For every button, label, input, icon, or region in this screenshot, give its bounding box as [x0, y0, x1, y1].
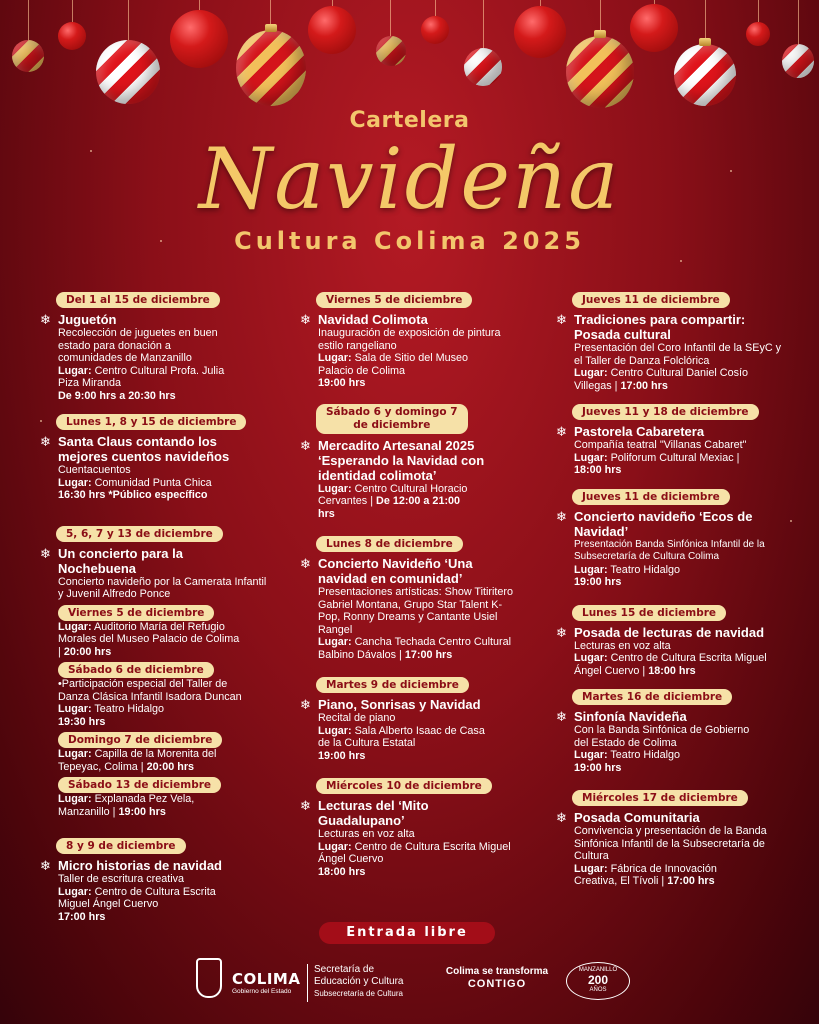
event-place: Centro Cultural Horacio Cervantes |	[318, 482, 468, 507]
event-time: 19:00 hrs	[574, 761, 622, 774]
event-santa-claus	[40, 412, 280, 502]
header-subtitle: Cultura Colima 2025	[234, 227, 585, 255]
event-time: De 12:00 a 21:00 hrs	[318, 495, 461, 520]
event-place: Teatro Hidalgo	[94, 703, 165, 715]
event-date: Viernes 5 de diciembre	[316, 292, 472, 308]
event-description: Concierto navideño por la Camerata Infantil y Juvenil Alfredo Ponce	[58, 575, 267, 600]
event-time: 20:00 hrs	[63, 645, 112, 658]
event-date: Miércoles 17 de diciembre	[572, 790, 748, 806]
event-time: 18:00 hrs	[648, 664, 696, 677]
ornament-icon	[376, 36, 406, 66]
event-title: Posada de lecturas de navidad	[574, 624, 765, 640]
event-mercadito	[300, 404, 540, 521]
event-title: Posada Comunitaria	[574, 810, 700, 825]
event-date: Jueves 11 y 18 de diciembre	[572, 404, 759, 420]
event-concierto-navideno: Lunes 8 de diciembre ❄ Concierto Navideño ‘Una navidad en comunidad’ Presentaciones artísticas: Show Titiritero Gabriel Montana, Grupo Star Talent K-Pop, Ronny Dreams y Cantante Usiel Rangel Lugar: Cancha Techada Centro Cultural Balbino Dávalos | 17:00 hrs	[300, 534, 540, 661]
event-title: Concierto Navideño ‘Una navidad en comunidad’	[318, 556, 473, 586]
place-label: Lugar:	[574, 862, 608, 875]
event-note: •Participación especial del Taller de Danza Clásica Infantil Isadora Duncan	[58, 678, 242, 703]
event-mito-guadalupano	[300, 776, 540, 878]
event-place: Centro de Cultura Escrita Miguel Ángel Cuervo	[318, 840, 511, 865]
snowflake-icon: ❄	[300, 312, 311, 327]
event-title: Tradiciones para compartir: Posada cultural	[574, 312, 746, 342]
ornament-icon	[308, 6, 356, 54]
sub-date: Domingo 7 de diciembre	[58, 732, 222, 748]
event-title: Lecturas del ‘Mito Guadalupano’	[318, 798, 429, 828]
event-place: Centro Cultural Profa. Julia Piza Miranda	[58, 364, 225, 389]
event-time: 17:00 hrs	[404, 648, 453, 661]
event-description: Con la Banda Sinfónica de Gobierno del Estado de Colima	[574, 724, 750, 749]
event-description: Convivencia y presentación de la Banda Sinfónica Infantil de la Subsecretaría de Cultura	[574, 825, 767, 862]
place-label: Lugar:	[58, 620, 92, 633]
event-title: Mercadito Artesanal 2025 ‘Esperando la Navidad con identidad colimota’	[318, 437, 485, 483]
event-date: Sábado 6 y domingo 7 de diciembre	[316, 404, 468, 434]
place-label: Lugar:	[58, 885, 92, 898]
snowflake-icon: ❄	[40, 434, 51, 449]
event-time: 18:00 hrs	[574, 464, 622, 476]
snowflake-icon: ❄	[40, 858, 51, 873]
event-time: 16:30 hrs *Público específico	[58, 489, 208, 501]
snowflake-icon: ❄	[40, 545, 51, 561]
ornament-icon	[782, 44, 814, 78]
event-date: Jueves 11 de diciembre	[572, 489, 730, 505]
footer-manzanillo-200-logo: MANZANILLO 200 AÑOS	[566, 962, 630, 1000]
place-label: Lugar:	[318, 352, 352, 364]
event-date: Del 1 al 15 de diciembre	[56, 292, 220, 308]
ornament-icon	[58, 22, 86, 50]
snowflake-icon: ❄	[300, 697, 311, 712]
event-time: 18:00 hrs	[318, 865, 366, 878]
event-place: Sala de Sitio del Museo Palacio de Colima	[318, 352, 469, 377]
header	[0, 108, 819, 255]
event-date: 5, 6, 7 y 13 de diciembre	[56, 526, 223, 542]
event-place: Centro Cultural Daniel Cosío Villegas	[574, 367, 749, 392]
snowflake-icon: ❄	[556, 709, 567, 724]
ornament-icon	[170, 10, 228, 68]
event-concierto-nochebuena: 5, 6, 7 y 13 de diciembre ❄ Un concierto para la Nochebuena Concierto navideño por la Camerata Infantil y Juvenil Alfredo Ponce Viernes 5 de diciembre Lugar: Auditorio María del Refugio Morales del Museo Palacio de Colima | 20:00 hrs Sábado 6 de diciembre •Participación especial del Taller de Danza Clásica Infantil Isadora Duncan Lugar: Teatro Hidalgo 19:30 hrs Domingo 7 de diciembre Lugar: Capilla de la Morenita del Tepeyac, Colima | 20:00 hrs Sábado 13 de diciembre Lugar: Explanada Pez Vela, Manzanillo | 19:00 hrs	[40, 524, 280, 819]
place-label: Lugar:	[318, 840, 352, 853]
event-title: Piano, Sonrisas y Navidad	[318, 697, 481, 712]
event-place: Explanada Pez Vela, Manzanillo	[58, 793, 195, 818]
event-place: Capilla de la Morenita del Tepeyac, Colima	[58, 748, 217, 773]
place-label: Lugar:	[58, 793, 92, 805]
ornament-icon	[12, 40, 44, 72]
event-description: Lecturas en voz alta	[318, 828, 415, 840]
place-label: Lugar:	[318, 636, 352, 648]
footer-transforma: Colima se transforma CONTIGO	[445, 966, 549, 990]
ornament-icon	[421, 16, 449, 44]
sparkle	[680, 260, 682, 262]
event-date: 8 y 9 de diciembre	[56, 838, 186, 854]
event-title: Pastorela Cabaretera	[574, 424, 705, 439]
event-time: 19:00 hrs	[118, 805, 166, 818]
column-2	[300, 290, 540, 878]
event-place: Auditorio María del Refugio Morales del Museo Palacio de Colima	[58, 620, 240, 645]
event-description: Presentaciones artísticas: Show Titiritero Gabriel Montana, Grupo Star Talent K-Pop, Ronny Dreams y Cantante Usiel Rangel	[318, 586, 514, 636]
event-place: Fábrica de Innovación Creativa, El Tívoli	[574, 862, 717, 887]
event-time: 20:00 hrs	[146, 760, 195, 773]
event-place: Sala Alberto Isaac de Casa de la Cultura Estatal	[318, 724, 485, 749]
event-description: Recolección de juguetes en buen estado para donación a comunidades de Manzanillo	[58, 327, 218, 364]
event-date: Lunes 1, 8 y 15 de diciembre	[56, 414, 246, 430]
event-date: Lunes 15 de diciembre	[572, 605, 726, 621]
ornament-icon	[514, 6, 566, 58]
place-label: Lugar:	[58, 476, 92, 489]
event-place: Centro de Cultura Escrita Miguel Ángel Cuervo	[574, 652, 767, 677]
event-place: Centro de Cultura Escrita Miguel Ángel Cuervo	[58, 885, 216, 910]
place-label: Lugar:	[318, 482, 352, 495]
place-label: Lugar:	[574, 563, 608, 576]
sub-date: Sábado 13 de diciembre	[58, 777, 221, 793]
event-title: Un concierto para la Nochebuena	[58, 545, 183, 576]
event-piano	[300, 675, 540, 762]
footer-gobierno: Gobierno del Estado	[232, 988, 292, 995]
event-jugueton	[40, 290, 280, 402]
snowflake-icon: ❄	[556, 424, 567, 439]
event-description: Cuentacuentos	[58, 464, 131, 476]
event-time: 17:00 hrs	[667, 875, 715, 887]
ornament-icon	[746, 22, 770, 46]
event-time: 17:00 hrs	[620, 379, 668, 392]
footer-colima: COLIMA	[232, 970, 301, 988]
snowflake-icon: ❄	[300, 798, 311, 813]
event-place: Comunidad Punta Chica	[94, 476, 212, 489]
event-description: Taller de escritura creativa	[58, 873, 185, 885]
snowflake-icon: ❄	[300, 556, 311, 571]
event-time: 17:00 hrs	[58, 910, 106, 923]
header-cartelera: Cartelera	[349, 108, 470, 133]
event-pastorela: Jueves 11 y 18 de diciembre ❄ Pastorela Cabaretera Compañía teatral "Villanas Cabaret" Lugar: Poliforum Cultural Mexiac | 18:00 hrs	[556, 402, 796, 477]
event-description: Inauguración de exposición de pintura estilo rangeliano	[318, 327, 501, 352]
place-label: Lugar:	[574, 367, 608, 379]
event-time: De 9:00 hrs a 20:30 hrs	[58, 389, 176, 402]
place-label: Lugar:	[58, 364, 92, 377]
ornament-icon	[464, 48, 502, 86]
event-ecos-navidad	[556, 487, 796, 589]
event-description: Presentación del Coro Infantil de la SEyC y el Taller de Danza Folclórica	[574, 342, 782, 367]
place-label: Lugar:	[574, 652, 608, 664]
ornament-icon	[96, 40, 160, 104]
footer-secretaria: Secretaría de Educación y Cultura Subsecretaría de Cultura	[314, 964, 404, 998]
ornament-icon	[236, 30, 306, 106]
event-title: Santa Claus contando los mejores cuentos navideños	[58, 434, 230, 464]
place-label: Lugar:	[574, 451, 608, 464]
column-1	[40, 290, 280, 923]
event-title: Juguetón	[58, 312, 117, 327]
event-date: Jueves 11 de diciembre	[572, 292, 730, 308]
snowflake-icon: ❄	[556, 624, 567, 640]
event-time: 19:00 hrs	[318, 749, 366, 762]
snowflake-icon: ❄	[556, 312, 567, 327]
place-label: Lugar:	[318, 724, 352, 737]
event-description: Lecturas en voz alta	[574, 639, 671, 652]
event-micro-historias	[40, 836, 280, 923]
event-place: Teatro Hidalgo	[610, 563, 681, 576]
snowflake-icon: ❄	[556, 810, 567, 825]
event-place: Poliforum Cultural Mexiac	[610, 451, 734, 464]
event-title: Concierto navideño ‘Ecos de Navidad’	[574, 508, 753, 539]
event-place: Cancha Techada Centro Cultural Balbino Dávalos	[318, 636, 512, 661]
header-title: Navideña	[198, 130, 621, 228]
snowflake-icon: ❄	[300, 437, 311, 453]
entrada-libre-badge: Entrada libre	[319, 922, 495, 944]
sub-date: Viernes 5 de diciembre	[58, 605, 214, 621]
event-posada-comunitaria: Miércoles 17 de diciembre ❄ Posada Comunitaria Convivencia y presentación de la Banda Sinfónica Infantil de la Subsecretaría de Cultura Lugar: Fábrica de Innovación Creativa, El Tívoli | 17:00 hrs	[556, 788, 796, 888]
event-place: Teatro Hidalgo	[610, 749, 681, 761]
colima-shield-icon	[196, 958, 222, 998]
ornament-icon	[566, 36, 634, 108]
event-posada-lecturas: Lunes 15 de diciembre ❄ Posada de lecturas de navidad Lecturas en voz alta Lugar: Centro de Cultura Escrita Miguel Ángel Cuervo | 18:00 hrs	[556, 603, 796, 678]
place-label: Lugar:	[58, 748, 92, 760]
snowflake-icon: ❄	[40, 312, 51, 327]
footer-divider	[307, 964, 308, 1002]
ornament-icon	[630, 4, 678, 52]
snowflake-icon: ❄	[556, 508, 567, 524]
event-tradiciones: Jueves 11 de diciembre ❄ Tradiciones para compartir: Posada cultural Presentación del Coro Infantil de la SEyC y el Taller de Danza Folclórica Lugar: Centro Cultural Daniel Cosío Villegas | 17:00 hrs	[556, 290, 796, 392]
sub-date: Sábado 6 de diciembre	[58, 662, 214, 678]
event-description: Compañía teatral "Villanas Cabaret"	[574, 439, 747, 451]
event-time: 19:00 hrs	[318, 377, 366, 389]
event-title: Micro historias de navidad	[58, 858, 222, 873]
event-date: Martes 9 de diciembre	[316, 677, 469, 693]
place-label: Lugar:	[58, 703, 92, 715]
event-description: Presentación Banda Sinfónica Infantil de la Subsecretaría de Cultura Colima	[574, 538, 765, 562]
event-title: Navidad Colimota	[318, 312, 428, 327]
event-sinfonia	[556, 687, 796, 774]
event-date: Miércoles 10 de diciembre	[316, 778, 492, 794]
event-time: 19:30 hrs	[58, 715, 106, 728]
ornament-icon	[674, 44, 736, 106]
place-label: Lugar:	[574, 749, 608, 761]
event-date: Lunes 8 de diciembre	[316, 536, 463, 552]
event-navidad-colimota	[300, 290, 540, 390]
footer-logos	[190, 958, 640, 1008]
event-time: 19:00 hrs	[574, 576, 622, 588]
column-3	[556, 290, 796, 888]
event-date: Martes 16 de diciembre	[572, 689, 732, 705]
event-description: Recital de piano	[318, 712, 396, 724]
event-title: Sinfonía Navideña	[574, 709, 687, 724]
